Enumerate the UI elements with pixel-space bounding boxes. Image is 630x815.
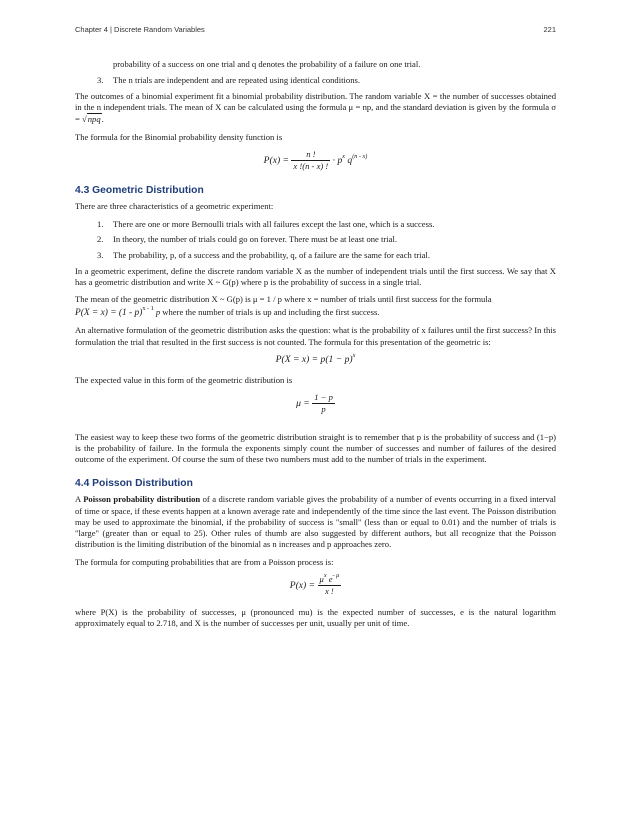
fraction-denominator: x ! — [324, 585, 334, 596]
section-heading-poisson: 4.4 Poisson Distribution — [75, 478, 193, 490]
list-number: 1. — [97, 218, 104, 229]
list-text: There are one or more Bernoulli trials with all failures except the last one, which is a success. — [113, 218, 435, 229]
exponent-x: x — [323, 571, 327, 579]
pmf-text: where the number of trials is up and including the first success. — [160, 307, 380, 318]
exponent-mu: - μ — [332, 571, 340, 579]
poisson-formula — [75, 571, 556, 597]
list-item — [75, 250, 556, 261]
expected-value-formula — [75, 392, 556, 415]
fraction-numerator: n ! — [291, 149, 330, 161]
mean-text: The mean of the geometric distribution X ~ G(p) is μ = 1 / p where x = number of trials until first success for the formula — [75, 294, 492, 305]
geometric-mean-paragraph — [75, 294, 556, 305]
expected-value-intro: The expected value in this form of the geometric distribution is — [75, 375, 293, 386]
list-number: 2. — [97, 234, 104, 245]
binomial-fraction — [291, 149, 330, 172]
binomial-paragraph — [75, 91, 556, 126]
chapter-header: Chapter 4 | Discrete Random Variables — [75, 25, 205, 34]
exponent-n-x: (n - x) — [352, 152, 368, 160]
binomial-formula — [75, 149, 556, 172]
fraction-denominator: x !(n - x) ! — [293, 160, 329, 171]
pmf-p: p — [153, 307, 161, 318]
list-text: In theory, the number of trials could go on forever. There must be at least one trial. — [113, 234, 397, 245]
list-text: The probability, p, of a success and the probability, q, of a failure are the same for each trial. — [113, 249, 430, 260]
list-text: The n trials are independent and are repeated using identical conditions. — [113, 75, 360, 86]
alt-exponent: x — [352, 351, 356, 359]
binomial-text: The outcomes of a binomial experiment fit a binomial probability distribution. The random variable X = the number of successes obtained in the n independent trials. The mean of X can be calculated using the formula μ = np, and the standard deviation is given by the formula σ = — [75, 90, 556, 125]
e-symbol: e — [326, 573, 333, 584]
binomial-list — [75, 75, 556, 86]
formula-q: q — [345, 154, 353, 166]
pmf-formula: P(X = x) = (1 - p) — [75, 308, 143, 319]
fraction-numerator: 1 − p — [312, 392, 335, 404]
formula-p: · p — [330, 154, 343, 166]
poisson-formula-intro: The formula for computing probabilities that are from a Poisson process is: — [75, 556, 334, 567]
poisson-fraction — [318, 571, 342, 597]
section-heading-geometric: 4.3 Geometric Distribution — [75, 185, 204, 197]
geometric-intro: There are three characteristics of a geometric experiment: — [75, 201, 274, 212]
alternative-paragraph: An alternative formulation of the geometric distribution asks the question: what is the probability of x failures until the first success? In this formulation the trial that resulted in the first success is not counted. The formula for this presentation of the geometric is: — [75, 325, 556, 347]
poisson-bold-term: Poisson probability distribution — [83, 494, 201, 505]
fraction-numerator — [318, 571, 342, 586]
sqrt-npq: npq — [87, 114, 101, 125]
pmf-exponent: x - 1 — [142, 305, 154, 313]
poisson-where-paragraph: where P(X) is the probability of successes, μ (pronounced mu) is the expected number of successes, e is the natural logarithm approximately equal to 2.718, and X is the number of successes per unit, usually per unit of time. — [75, 607, 556, 629]
alternative-formula — [75, 351, 556, 365]
period: . — [101, 114, 104, 125]
list-number: 3. — [97, 249, 104, 260]
poisson-lhs: P(x) = — [289, 579, 318, 591]
list-continuation: probability of a success on one trial and q denotes the probability of a failure on one trial. — [113, 59, 421, 69]
binomial-pdf-intro: The formula for the Binomial probability density function is — [75, 131, 283, 142]
list-item — [75, 234, 556, 245]
alt-formula-text: P(X = x) = p(1 − p) — [275, 353, 353, 365]
poisson-pre: A — [75, 494, 84, 505]
poisson-post: of a discrete random variable gives the probability of a number of events occurring in a fixed interval of time or space, if these events happen at a known average rate and independently of the time since the last event. The Poisson distribution may be used to approximate the binomial, if the probability of success is "small" (less than or equal to 0.01) and the number of trials is "large" (greater than or equal to 25). Other rules of thumb are also suggested by different authors, but all recognize that the Poisson distribution is the limiting distribution of the binomial as n increases and p approaches zero. — [75, 494, 556, 550]
page-number: 221 — [543, 25, 556, 34]
poisson-paragraph — [75, 494, 556, 550]
geometric-define-paragraph: In a geometric experiment, define the discrete random variable X as the number of independent trials until the first success. We say that X has a geometric distribution and write X ~ G(p) where p is the probability of success in a single trial. — [75, 265, 556, 287]
list-number: 3. — [97, 75, 104, 86]
page-content — [75, 59, 556, 636]
mu-symbol: μ — [319, 573, 324, 584]
geometric-list — [75, 219, 556, 262]
geometric-pmf-line — [75, 307, 556, 319]
exp-lhs: μ = — [296, 398, 313, 410]
sqrt-symbol: √ — [82, 114, 87, 125]
exponent-x: x — [342, 152, 346, 160]
easiest-paragraph: The easiest way to keep these two forms of the geometric distribution straight is to remember that p is the probability of success and (1−p) is the probability of failure. In the formula the exponents simply count the number of successes and number of failures of the desired outcome of the experiment. Of course the sum of these two numbers must add to the number of trials in the experiment. — [75, 431, 556, 465]
list-item — [75, 219, 556, 230]
formula-lhs: P(x) = — [263, 154, 292, 166]
exp-fraction — [312, 392, 335, 415]
list-item — [75, 75, 556, 86]
fraction-denominator: p — [321, 404, 326, 415]
